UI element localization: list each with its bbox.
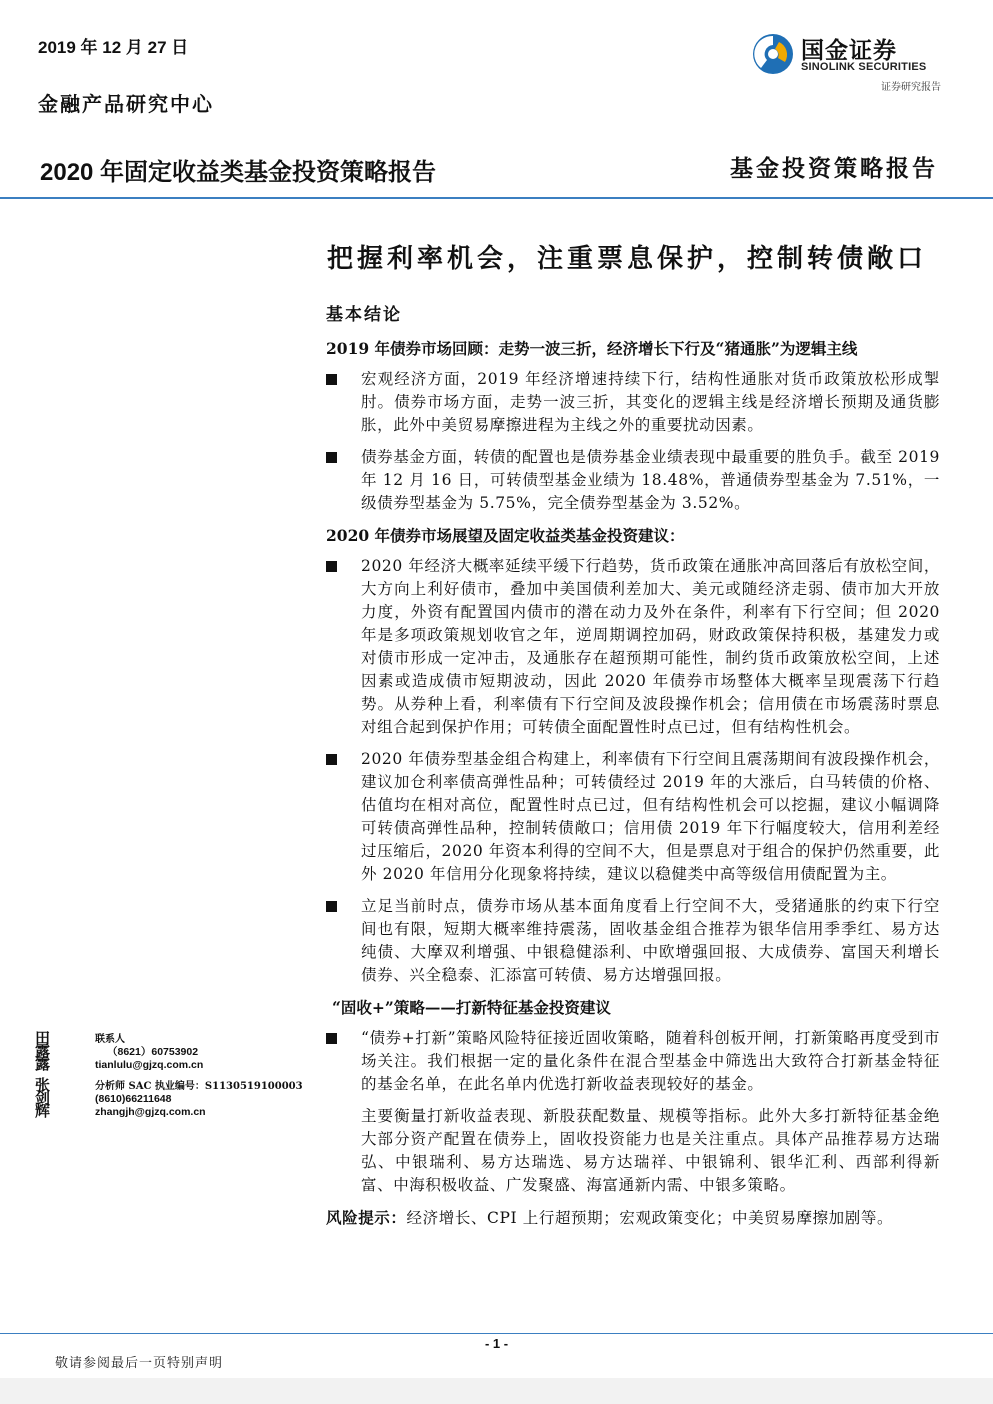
bullet-text: “债券+打新”策略风险特征接近固收策略，随着科创板开闸，打新策略再度受到市场关注。我们根据一定的量化条件在混合型基金中筛选出大致符合打新基金特征的基金名单，在此名单内优选打新收益表现较好的基金。: [361, 1029, 940, 1093]
risk-text: 经济增长、CPI 上行超预期；宏观政策变化；中美贸易摩擦加剧等。: [406, 1209, 894, 1227]
analyst-email[interactable]: zhangjh@gjzq.com.cn: [95, 1106, 206, 1118]
footer-divider: [0, 1333, 993, 1334]
section-title: 基本结论: [326, 305, 402, 325]
bullet-item: [326, 368, 940, 437]
bullet-square-icon: [326, 1027, 361, 1096]
analyst-phone: （8621）60753902: [107, 1046, 199, 1058]
report-type: 基金投资策略报告: [730, 155, 938, 182]
bullet-item: [326, 446, 940, 515]
header-divider: [0, 197, 993, 199]
bullet-text: 宏观经济方面，2019 年经济增速持续下行，结构性通胀对货币政策放松形成掣肘。债券市场方面，走势一波三折，其变化的逻辑主线是经济增长预期及通货膨胀，此外中美贸易摩擦进程为主线之外的重要扰动因素。: [361, 370, 940, 434]
report-body: [326, 304, 940, 1230]
company-logo: [751, 32, 941, 76]
bullet-text: 2020 年经济大概率延续平缓下行趋势，货币政策在通胀冲高回落后有放松空间，大方向上利好债市，叠加中美国债利差加大、美元或随经济走弱、债市加大开放力度，外资有配置国内债市的潜在动力及外在条件，利率有下行空间；但 2020 年是多项政策规划收官之年，逆周期调控加码，财政政策保持积极，基建发力或对债市形成一定冲击，及通胀存在超预期可能性，制约货币政策放松空间，上述因素或造成债市短期波动，因此 2020 年债券市场整体大概率呈现震荡下行趋势。从券种上看，利率债有下行空间及波段操作机会；信用债在市场震荡时票息对组合起到保护作用；可转债全面配置性时点已过，但有结构性机会。: [361, 557, 940, 736]
logo-subtitle: 证券研究报告: [881, 82, 941, 93]
analyst-info: [95, 1080, 315, 1119]
analyst-name: 田露露: [35, 1029, 52, 1073]
bullet-square-icon: [326, 446, 361, 515]
risk-note: [326, 1206, 940, 1230]
logo-chinese-name: 国金证券: [801, 37, 897, 63]
bullet-item: [326, 748, 940, 886]
block-heading-fixed-income-plus: “固收+”策略——打新特征基金投资建议: [332, 998, 611, 1017]
bullet-item: [326, 895, 940, 987]
block-heading-review: 2019 年债券市场回顾：走势一波三折，经济增长下行及“猪通胀”为逻辑主线: [326, 339, 858, 358]
analyst-phone: (8610)66211648: [95, 1093, 172, 1105]
bullet-square-icon: [326, 368, 361, 437]
report-date: 2019 年 12 月 27 日: [38, 38, 189, 57]
bullet-square-icon: [326, 895, 361, 987]
bullet-item: [326, 555, 940, 739]
bullet-text: 2020 年债券型基金组合构建上，利率债有下行空间且震荡期间有波段操作机会，建议加仓利率债高弹性品种；可转债经过 2019 年的大涨后，白马转债的价格、估值均在相对高位，配置性时点已过，但有结构性机会可以挖掘，建议小幅调降可转债高弹性品种，控制转债敞口；信用债 2019 年下行幅度较大，信用利差经过压缩后，2020 年资本利得的空间不大，但是票息对于组合的保护仍然重要，此外 2020 年信用分化现象将持续，建议以稳健类中高等级信用债配置为主。: [361, 750, 940, 883]
analyst-name: 张剑辉: [35, 1076, 52, 1120]
footer-band: [0, 1378, 993, 1404]
report-title: 2020 年固定收益类基金投资策略报告: [40, 159, 437, 186]
analyst-email[interactable]: tianlulu@gjzq.com.cn: [95, 1059, 204, 1071]
bullet-text: 债券基金方面，转债的配置也是债券基金业绩表现中最重要的胜负手。截至 2019 年 12 月 16 日，可转债型基金业绩为 18.48%，普通债券型基金为 7.51%，一级债券型基金为 5.75%，完全债券型基金为 3.52%。: [361, 448, 940, 512]
risk-label: 风险提示：: [326, 1208, 407, 1227]
paragraph-text: 主要衡量打新收益表现、新股获配数量、规模等指标。此外大多打新特征基金绝大部分资产配置在债券上，固收投资能力也是关注重点。具体产品推荐易方达瑞弘、中银瑞利、易方达瑞选、易方达瑞祥、中银锦利、银华汇利、西部利得新富、中海积极收益、广发聚盛、海富通新内需、中银多策略。: [361, 1107, 940, 1194]
analyst-role: 分析师 SAC 执业编号：S1130519100003: [95, 1081, 303, 1092]
bullet-text: 立足当前时点，债券市场从基本面角度看上行空间不大，受猪通胀的约束下行空间也有限，短期大概率维持震荡，固收基金组合推荐为银华信用季季红、易方达纯债、大摩双利增强、中银稳健添利、中欧增强回报、大成债券、富国天利增长债券、兴全稳泰、汇添富可转债、易方达增强回报。: [361, 897, 940, 984]
analyst-info: [95, 1033, 315, 1072]
page-number: - 1 -: [484, 1336, 509, 1351]
main-title: 把握利率机会，注重票息保护，控制转债敞口: [327, 244, 928, 274]
disclaimer-note: 敬请参阅最后一页特别声明: [55, 1356, 224, 1371]
bullet-square-icon: [326, 555, 361, 739]
analyst-role: 联系人: [95, 1034, 125, 1045]
sinolink-logo-icon: [751, 32, 795, 76]
block-heading-outlook: 2020 年债券市场展望及固定收益类基金投资建议：: [326, 526, 685, 545]
bullet-square-icon: [326, 748, 361, 886]
research-center: 金融产品研究中心: [38, 92, 214, 116]
logo-english-name: SINOLINK SECURITIES: [801, 61, 927, 73]
bullet-item: [326, 1027, 940, 1096]
